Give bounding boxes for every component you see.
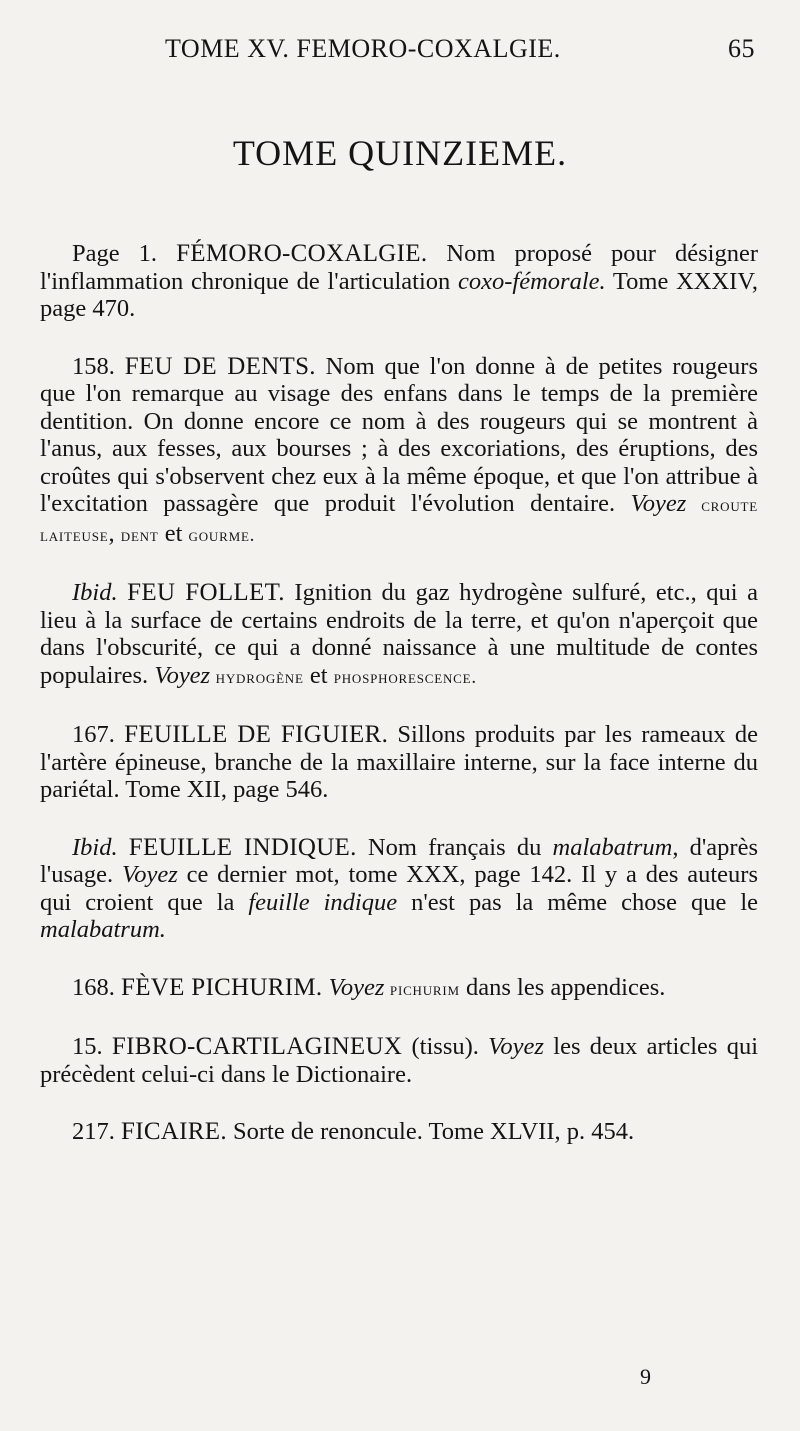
entry-text: n'est pas la même chose que le — [397, 888, 758, 916]
entry-italic: Voyez — [488, 1033, 544, 1060]
entry-crossref: pichurim — [384, 978, 460, 1000]
entry-feuille-indique — [40, 834, 758, 944]
entry-text: (tissu). — [402, 1033, 489, 1060]
entry-headword: FICAIRE. — [121, 1118, 227, 1145]
signature-mark: 9 — [640, 1364, 651, 1389]
entries-list — [40, 240, 758, 1176]
page-number: 65 — [728, 34, 755, 63]
entry-femoro-coxalgie — [40, 240, 758, 323]
entry-text: Sillons produits par les rameaux de l'artère épineuse, branche de la maxillaire interne, sur la face interne du pariétal. Tome XII, page 546. — [40, 721, 758, 803]
entry-text: les deux articles qui précèdent celui-ci dans le Dictionaire. — [40, 1033, 759, 1088]
entry-text: Sorte de renoncule. Tome XLVII, p. 454. — [226, 1118, 635, 1145]
entry-text: et — [158, 519, 189, 547]
entry-headword: FEU FOLLET. — [127, 579, 285, 606]
entry-ref: 217. — [72, 1118, 115, 1145]
entry-ref: Page 1. — [72, 240, 158, 267]
entry-headword: FÉMORO-COXALGIE. — [176, 240, 428, 267]
entry-italic: Voyez — [154, 661, 211, 689]
section-title: TOME QUINZIEME. — [232, 133, 568, 173]
entry-crossref: croute laiteuse — [40, 495, 758, 546]
entry-italic: Voyez — [121, 861, 178, 888]
entry-fibro-cartilagineux — [40, 1033, 758, 1088]
entry-italic: malabatrum — [552, 833, 673, 861]
entry-text: et — [303, 661, 334, 689]
entry-text: Ignition du gaz hydrogène sulfuré, etc., qui a lieu à la surface de certains endroits de la terre, et qu'on n'aperçoit que dans l'obscurité, ce qui a donné naissance à une multitude de contes populaires. — [40, 579, 759, 689]
entry-italic: malabatrum. — [40, 916, 166, 943]
entry-crossref: hydrogène — [210, 666, 304, 688]
entry-ref: 168. — [72, 973, 115, 1001]
entry-headword: FEUILLE DE FIGUIER. — [124, 721, 389, 748]
entry-ref: Ibid. — [72, 579, 118, 606]
entry-ref: Ibid. — [72, 833, 118, 861]
entry-ref: 158. — [72, 352, 115, 380]
entry-text: , — [108, 519, 121, 547]
entry-feuille-de-figuier — [40, 721, 758, 804]
entry-ref: 15. — [72, 1033, 103, 1060]
entry-ref: 167. — [72, 721, 115, 748]
running-head — [0, 34, 800, 74]
entry-italic: Voyez — [328, 973, 385, 1001]
entry-text: Tome XXXIV, page 470. — [40, 267, 758, 322]
entry-text: Nom proposé pour désigner l'inflammation chronique de l'articulation — [40, 240, 758, 295]
entry-italic: feuille indique — [248, 888, 398, 916]
entry-text: ce dernier mot, tome XXX, page 142. Il y a des auteurs qui croient que la — [40, 861, 758, 916]
entry-feve-pichurim — [40, 974, 758, 1004]
entry-text: , d'après l'usage. — [40, 833, 758, 888]
entry-crossref: dent — [120, 524, 159, 546]
entry-italic: Voyez — [630, 490, 687, 517]
entry-feu-de-dents — [40, 353, 758, 550]
entry-text: Nom que l'on donne à de petites rougeurs que l'on remarque au visage des enfans dans le temps de la première dentition. On donne encore ce nom à des rougeurs qui se montrent à l'anus, aux fesses, aux bourses ; à des excoriations, des éruptions, des croûtes qui s'observent chez eux à la même époque, et que l'on attribue à l'excitation passagère que produit l'évolution dentaire. — [40, 352, 759, 517]
entry-text: Nom français du — [356, 833, 553, 861]
entry-feu-follet — [40, 579, 758, 691]
entry-headword: FIBRO-CARTILAGINEUX — [111, 1033, 403, 1060]
entry-headword: FEU DE DENTS. — [124, 352, 316, 380]
running-title: TOME XV. FEMORO-COXALGIE. — [165, 34, 561, 63]
entry-ficaire — [40, 1118, 758, 1146]
entry-italic: coxo-fémorale. — [458, 267, 606, 295]
entry-headword: FEUILLE INDIQUE. — [128, 833, 357, 861]
entry-headword: FÈVE PICHURIM. — [121, 973, 323, 1001]
entry-crossref: phosphorescence. — [333, 666, 477, 688]
entry-crossref: gourme. — [188, 524, 256, 546]
entry-text: dans les appendices. — [459, 973, 666, 1001]
